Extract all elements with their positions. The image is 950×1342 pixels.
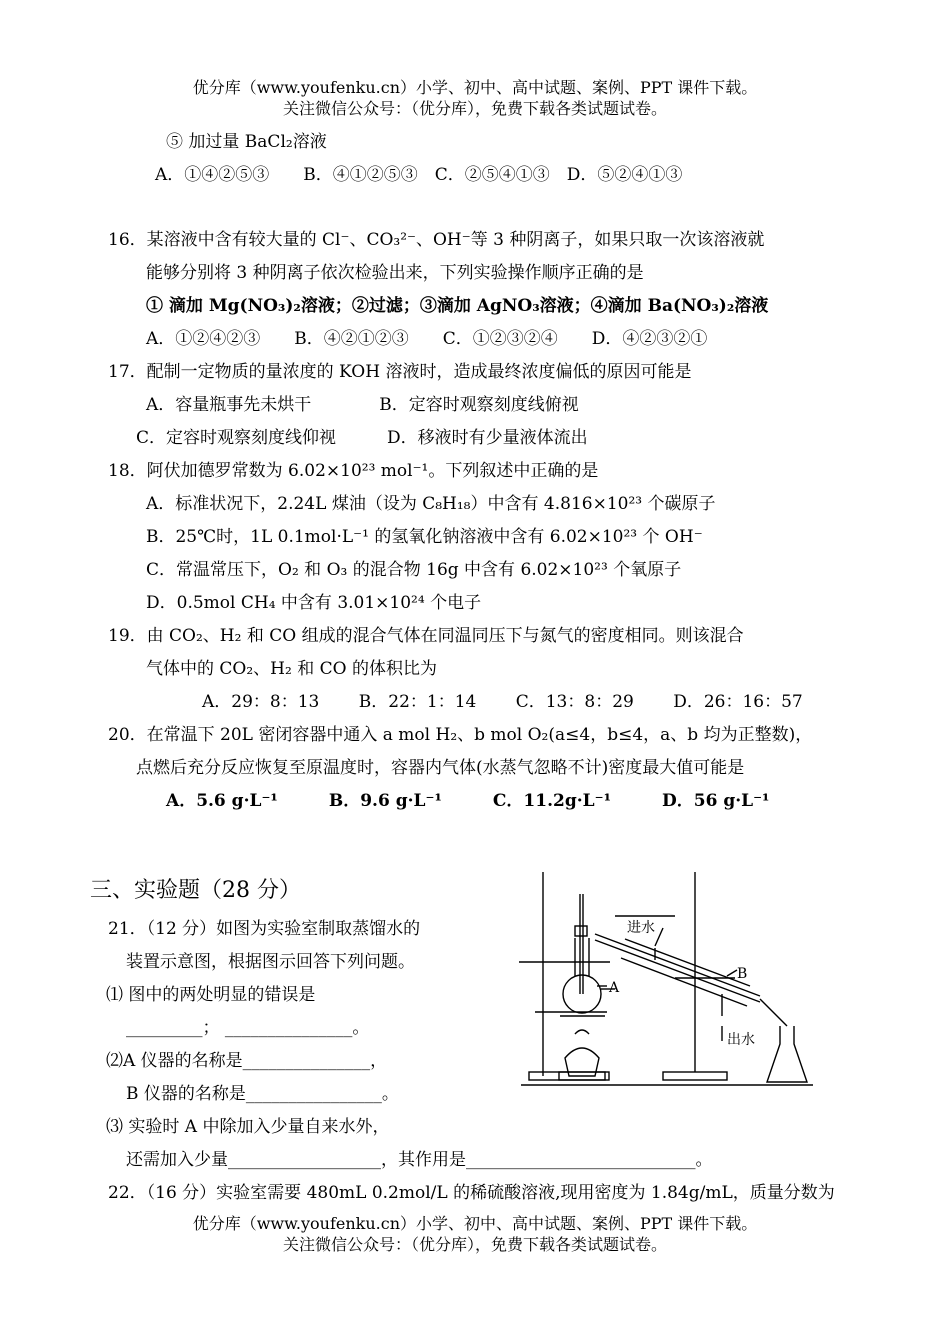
q18-option-a: A．标准状况下，2.24L 煤油（设为 C₈H₁₈）中含有 4.816×10²³ 个碳原子 [146,494,716,514]
q19-stem-2: 气体中的 CO₂、H₂ 和 CO 的体积比为 [146,659,437,679]
receiving-flask [760,999,807,1082]
q20-stem-2: 点燃后充分反应恢复至原温度时，容器内气体(水蒸气忽略不计)密度最大值可能是 [136,758,745,778]
condenser-b [595,916,760,1016]
q18-option-b: B．25℃时，1L 0.1mol·L⁻¹ 的氢氧化钠溶液中含有 6.02×10²³ 个 OH⁻ [146,527,703,547]
label-b-leader [727,970,737,976]
q21-part-2a: ⑵A 仪器的名称是_______________， [106,1051,388,1071]
water-in-arrow [655,928,663,946]
q21-part-1-blanks: _________； _______________。 [126,1018,370,1038]
q18-option-c: C．常温常压下，O₂ 和 O₃ 的混合物 16g 中含有 6.02×10²³ 个氧原子 [146,560,682,580]
q21-stem-2: 装置示意图，根据图示回答下列问题。 [126,952,415,972]
q19-stem-1: 19．由 CO₂、H₂ 和 CO 组成的混合气体在同温同压下与氮气的密度相同。则该混合 [108,626,744,646]
q21-part-3a: ⑶ 实验时 A 中除加入少量自来水外， [106,1117,390,1137]
header-line-1: 优分库（www.youfenku.cn）小学、初中、高中试题、案例、PPT 课件下载。 [192,78,758,97]
q16-stem-2: 能够分别将 3 种阴离子依次检验出来，下列实验操作顺序正确的是 [146,263,644,283]
q17-options-cd: C．定容时观察刻度线仰视 D．移液时有少量液体流出 [136,428,588,448]
q15-step5: ⑤ 加过量 BaCl₂溶液 [166,132,327,152]
footer-line-1: 优分库（www.youfenku.cn）小学、初中、高中试题、案例、PPT 课件下载。 [192,1214,758,1233]
alcohol-lamp [559,1016,605,1080]
q17-stem: 17．配制一定物质的量浓度的 KOH 溶液时，造成最终浓度偏低的原因可能是 [108,362,692,382]
q20-options: A．5.6 g·L⁻¹ B．9.6 g·L⁻¹ C．11.2g·L⁻¹ D．56 g·L⁻¹ [166,791,770,811]
q21-part-1: ⑴ 图中的两处明显的错误是 [106,985,316,1005]
label-a: A [609,980,620,996]
thermometer [575,894,587,994]
label-b: B [737,966,748,982]
q21-stem-1: 21．（12 分）如图为实验室制取蒸馏水的 [108,919,421,939]
q20-stem-1: 20．在常温下 20L 密闭容器中通入 a mol H₂、b mol O₂(a≤4，b≤4，a、b 均为正整数)， [108,725,813,745]
q21-part-3b: 还需加入少量__________________，其作用是___________________________。 [126,1150,713,1170]
label-water-out: 出水 [727,1032,755,1048]
header-line-2: 关注微信公众号：（优分库），免费下载各类试题试卷。 [282,99,667,118]
q15-options: A．①④②⑤③ B．④①②⑤③ C．②⑤④①③ D．⑤②④①③ [155,165,683,185]
distillation-flask-a [563,938,615,1013]
q19-options: A．29：8：13 B．22：1：14 C．13：8：29 D．26：16：57 [202,692,803,712]
section-3-title: 三、实验题（28 分） [90,878,301,903]
q22-stem: 22．（16 分）实验室需要 480mL 0.2mol/L 的稀硫酸溶液,现用密度为 1.84g/mL，质量分数为 [108,1183,835,1203]
distillation-apparatus-figure [515,866,815,1091]
q18-stem: 18．阿伏加德罗常数为 6.02×10²³ mol⁻¹。下列叙述中正确的是 [108,461,599,481]
q21-part-2b: B 仪器的名称是________________。 [126,1084,399,1104]
q16-stem-1: 16．某溶液中含有较大量的 Cl⁻、CO₃²⁻、OH⁻等 3 种阴离子，如果只取一次该溶液就 [108,230,765,250]
q17-options-ab: A．容量瓶事先未烘干 B．定容时观察刻度线俯视 [146,395,579,415]
footer-line-2: 关注微信公众号：（优分库），免费下载各类试题试卷。 [282,1235,667,1254]
q16-options: A．①②④②③ B．④②①②③ C．①②③②④ D．④②③②① [146,329,708,349]
left-iron-stand [519,872,813,1085]
label-water-in: 进水 [627,920,655,936]
q18-option-d: D．0.5mol CH₄ 中含有 3.01×10²⁴ 个电子 [146,593,482,613]
q16-operations: ① 滴加 Mg(NO₃)₂溶液；②过滤；③滴加 AgNO₃溶液；④滴加 Ba(NO₃)₂溶液 [146,296,769,316]
